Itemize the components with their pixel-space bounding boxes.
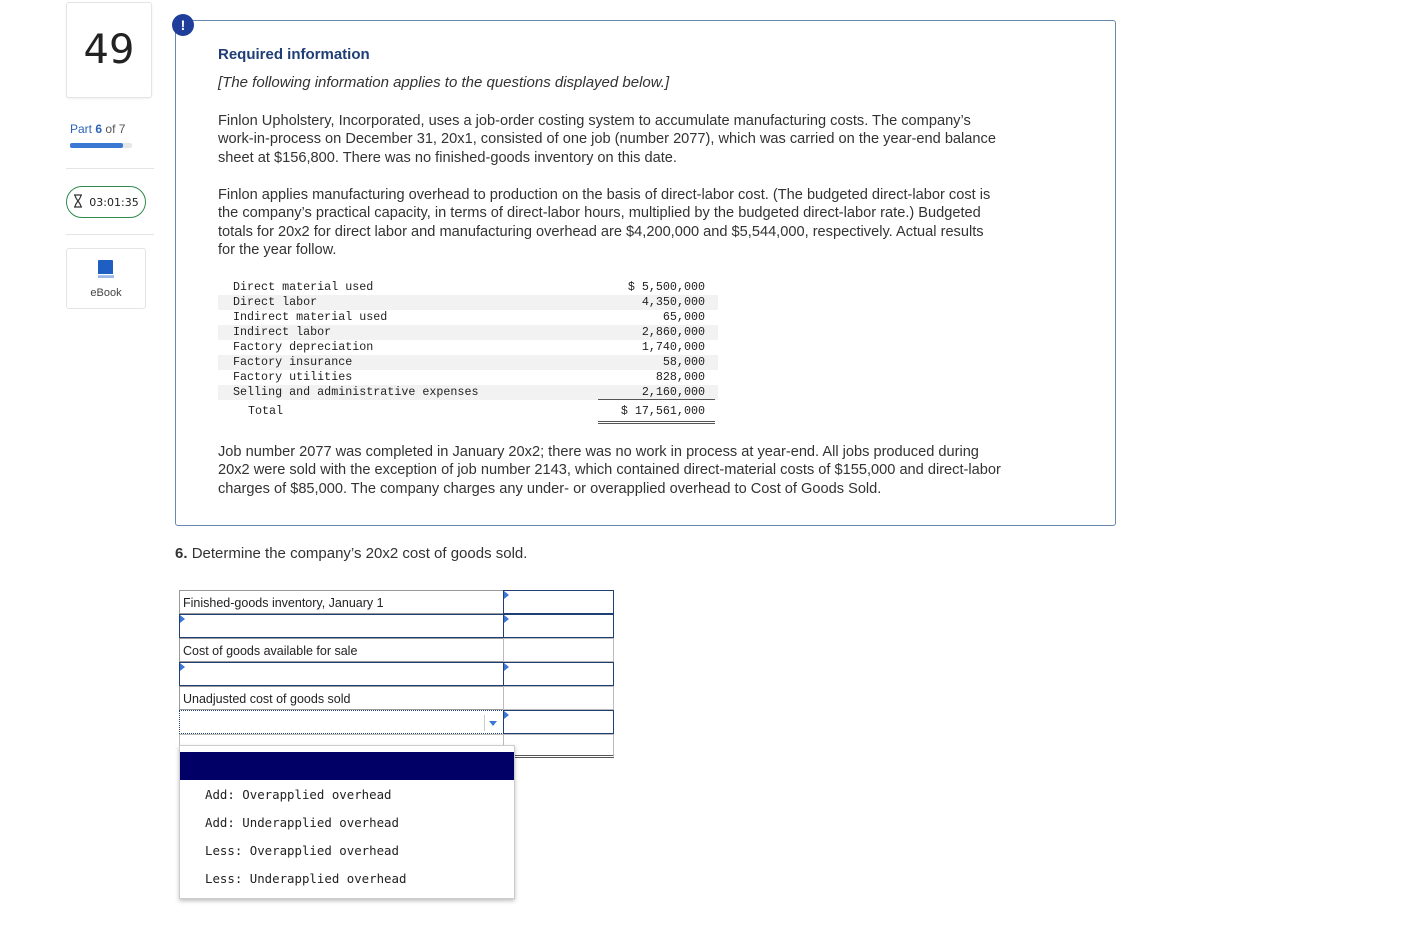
expense-label: Factory depreciation bbox=[233, 340, 374, 354]
part-progress-fill bbox=[70, 143, 123, 148]
paragraph-line: Finlon Upholstery, Incorporated, uses a job-order costing system to accumulate manufacturing costs. The company’s bbox=[218, 113, 971, 129]
table-total-row bbox=[218, 404, 718, 420]
dropdown-option[interactable]: Less: Overapplied overhead bbox=[205, 843, 399, 858]
table-row bbox=[218, 280, 718, 295]
sidebar-divider bbox=[66, 168, 154, 169]
dropdown-option[interactable]: Add: Overapplied overhead bbox=[205, 787, 392, 802]
expense-label: Indirect labor bbox=[233, 325, 332, 339]
table-row bbox=[218, 310, 718, 325]
expense-amount: 2,160,000 bbox=[641, 385, 705, 399]
expense-amount: 4,350,000 bbox=[641, 295, 705, 309]
dropdown-highlighted-option[interactable] bbox=[180, 752, 514, 780]
expense-label: Factory utilities bbox=[233, 370, 353, 384]
expense-amount: 2,860,000 bbox=[641, 325, 705, 339]
ebook-button[interactable] bbox=[66, 248, 146, 309]
part-of: of 7 bbox=[105, 122, 126, 136]
question-number: 49 bbox=[66, 2, 152, 98]
table-row bbox=[218, 295, 718, 310]
input-marker-icon bbox=[180, 615, 185, 623]
part-progress-bar bbox=[70, 143, 132, 148]
expense-label: Indirect material used bbox=[233, 310, 388, 324]
sidebar-divider bbox=[66, 234, 154, 235]
paragraph-line: work-in-process on December 31, 20x1, consisted of one job (number 2077), which was carried on the year-end balance bbox=[218, 131, 996, 148]
input-marker-icon bbox=[504, 615, 509, 623]
table-row bbox=[218, 370, 718, 385]
amount-cell-7 bbox=[503, 734, 614, 758]
input-marker-icon bbox=[180, 663, 185, 671]
label-input-2[interactable] bbox=[179, 614, 504, 638]
expense-amount: $ 5,500,000 bbox=[627, 280, 705, 294]
part-word: Part bbox=[70, 122, 93, 136]
expense-amount: 1,740,000 bbox=[641, 340, 705, 354]
timer-value: 03:01:35 bbox=[89, 195, 139, 209]
amount-input-6[interactable] bbox=[503, 710, 614, 734]
question-text: Determine the company’s 20x2 cost of goods sold. bbox=[191, 545, 528, 562]
alert-icon: ! bbox=[172, 14, 194, 36]
amount-input-1[interactable] bbox=[503, 590, 614, 614]
paragraph-line: totals for 20x2 for direct labor and manufacturing overhead are $4,200,000 and $5,544,000, respectively. Actual results bbox=[218, 223, 984, 240]
label-input-4[interactable] bbox=[179, 662, 504, 686]
timer[interactable] bbox=[66, 186, 146, 218]
input-marker-icon bbox=[504, 663, 509, 671]
table-row bbox=[218, 385, 718, 400]
part-indicator bbox=[70, 122, 125, 136]
dropdown-option[interactable]: Less: Underapplied overhead bbox=[205, 871, 407, 886]
paragraph-2 bbox=[218, 186, 990, 259]
row-label-finished-goods: Finished-goods inventory, January 1 bbox=[179, 590, 504, 614]
overhead-adjustment-select[interactable] bbox=[179, 710, 504, 734]
required-info-title: Required information bbox=[218, 46, 370, 63]
paragraph-line: Job number 2077 was completed in January 20x2; there was no work in process at year-end. All jobs produced during bbox=[218, 444, 979, 460]
expense-label: Factory insurance bbox=[233, 355, 353, 369]
paragraph-line: Finlon applies manufacturing overhead to production on the basis of direct-labor cost. (The budgeted direct-labor cost is bbox=[218, 187, 991, 203]
paragraph-line: the company’s practical capacity, in terms of direct-labor hours, multiplied by the budgeted direct-labor rate.) Budgeted bbox=[218, 205, 981, 222]
book-icon bbox=[97, 259, 115, 282]
input-marker-icon bbox=[504, 711, 509, 719]
chevron-down-icon[interactable] bbox=[484, 715, 501, 731]
part-current: 6 bbox=[95, 122, 103, 136]
overhead-dropdown-list[interactable] bbox=[179, 745, 515, 899]
question-prompt bbox=[175, 545, 527, 562]
expense-amount: 828,000 bbox=[655, 370, 705, 384]
paragraph-line: charges of $85,000. The company charges any under- or overapplied overhead to Cost of Goods Sold. bbox=[218, 480, 882, 497]
total-double-underline bbox=[598, 421, 715, 424]
expense-label: Direct labor bbox=[233, 295, 318, 309]
subtotal-underline bbox=[598, 399, 715, 400]
paragraph-line: sheet at $156,800. There was no finished-goods inventory on this date. bbox=[218, 149, 677, 166]
question-number-label: 6. bbox=[175, 545, 188, 562]
total-amount: $ 17,561,000 bbox=[620, 404, 705, 418]
row-label-unadjusted-cogs: Unadjusted cost of goods sold bbox=[179, 686, 504, 710]
paragraph-3 bbox=[218, 443, 1001, 498]
expense-amount: 58,000 bbox=[662, 355, 705, 369]
expense-label: Selling and administrative expenses bbox=[233, 385, 479, 399]
amount-cell-5 bbox=[503, 686, 614, 710]
table-row bbox=[218, 340, 718, 355]
total-label: Total bbox=[248, 404, 284, 418]
amount-input-2[interactable] bbox=[503, 614, 614, 638]
hourglass-icon bbox=[73, 194, 83, 211]
paragraph-1 bbox=[218, 112, 996, 167]
expense-amount: 65,000 bbox=[662, 310, 705, 324]
paragraph-line: 20x2 were sold with the exception of job number 2143, which contained direct-material costs of $155,000 and direct-labor bbox=[218, 462, 1001, 479]
paragraph-line: for the year follow. bbox=[218, 241, 337, 258]
table-row bbox=[218, 355, 718, 370]
amount-cell-3 bbox=[503, 638, 614, 662]
table-row bbox=[218, 325, 718, 340]
amount-input-4[interactable] bbox=[503, 662, 614, 686]
expense-label: Direct material used bbox=[233, 280, 374, 294]
row-label-available-for-sale: Cost of goods available for sale bbox=[179, 638, 504, 662]
ebook-label: eBook bbox=[90, 286, 122, 299]
input-marker-icon bbox=[504, 591, 509, 599]
required-info-note: [The following information applies to the questions displayed below.] bbox=[218, 74, 670, 91]
dropdown-option[interactable]: Add: Underapplied overhead bbox=[205, 815, 399, 830]
